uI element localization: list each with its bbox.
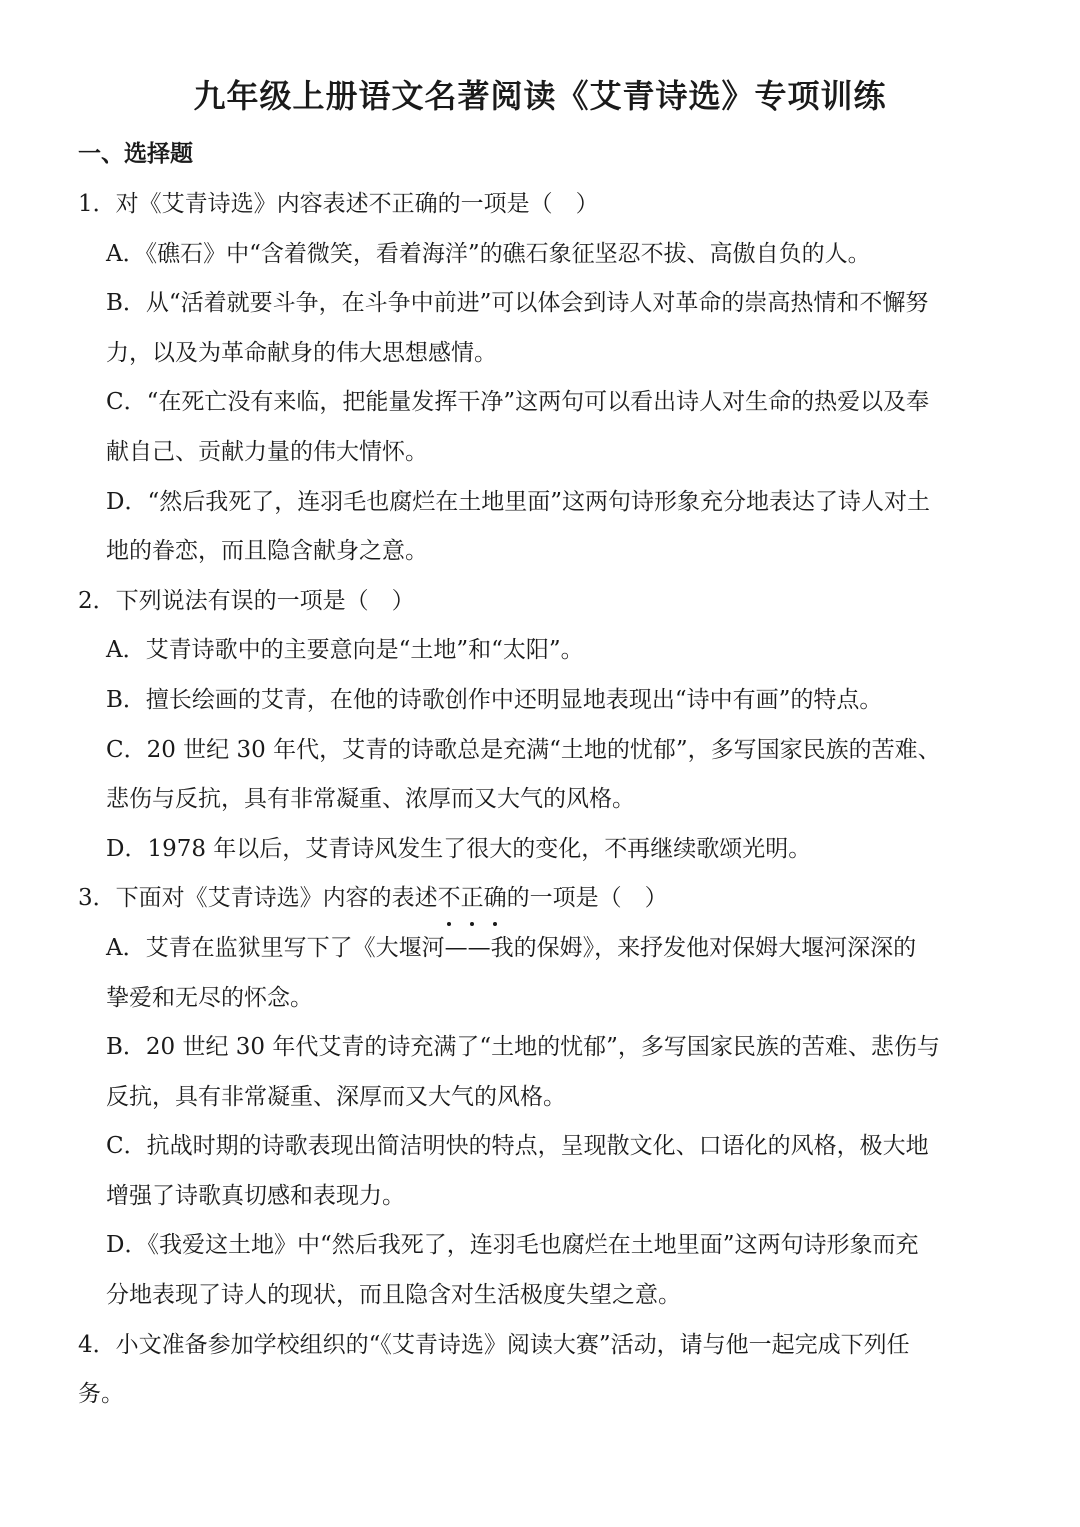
- option-c: C．“在死亡没有来临，把能量发挥干净”这两句可以看出诗人对生命的热爱以及奉: [106, 389, 930, 416]
- question-4: [78, 1321, 1006, 1420]
- option-b-continued: 反抗，具有非常凝重、深厚而又大气的风格。: [106, 1083, 566, 1110]
- emphasis-dot: [447, 922, 451, 926]
- option-a: A．艾青诗歌中的主要意向是“土地”和“太阳”。: [106, 637, 584, 664]
- option-d-continued: 地的眷恋，而且隐含献身之意。: [106, 538, 428, 565]
- option-a: A．《礁石》中“含着微笑，看着海洋”的礁石象征坚忍不拔、高傲自负的人。: [106, 240, 871, 267]
- question-stem: 1．对《艾青诗选》内容表述不正确的一项是（ ）: [78, 191, 599, 217]
- option-c: C．20 世纪 30 年代，艾青的诗歌总是充满“土地的忧郁”，多写国家民族的苦难、: [106, 736, 941, 763]
- question-stem: [78, 874, 1006, 924]
- question-stem-continued: 务。: [78, 1381, 124, 1408]
- option-d: D．《我爱这土地》中“然后我死了，连羽毛也腐烂在土地里面”这两句诗形象而充: [106, 1232, 919, 1259]
- question-stem: 2．下列说法有误的一项是（ ）: [78, 587, 415, 614]
- option-b: B．从“活着就要斗争，在斗争中前进”可以体会到诗人对革命的崇高热情和不懈努: [106, 290, 929, 317]
- question-1: [78, 180, 1006, 577]
- question-stem: 4．小文准备参加学校组织的“《艾青诗选》阅读大赛”活动，请与他一起完成下列任: [78, 1331, 910, 1358]
- emphasis-label: 不正确: [437, 885, 507, 912]
- question-list: [78, 180, 1006, 1420]
- option-d: D．1978 年以后，艾青诗风发生了很大的变化，不再继续歌颂光明。: [106, 835, 812, 862]
- option-c: C．抗战时期的诗歌表现出简洁明快的特点，呈现散文化、口语化的风格，极大地: [106, 1133, 929, 1160]
- option-b: B．20 世纪 30 年代艾青的诗充满了“土地的忧郁”，多写国家民族的苦难、悲伤与: [106, 1034, 940, 1061]
- option-d: D．“然后我死了，连羽毛也腐烂在土地里面”这两句诗形象充分地表达了诗人对土: [106, 488, 930, 515]
- option-a-continued: 挚爱和无尽的怀念。: [106, 984, 313, 1011]
- option-c-continued: 增强了诗歌真切感和表现力。: [106, 1182, 405, 1209]
- emphasis-dot: [470, 922, 474, 926]
- stem-suffix: 的一项是（ ）: [506, 885, 668, 912]
- option-c-continued: 献自己、贡献力量的伟大情怀。: [106, 438, 428, 465]
- stem-prefix: 3．下面对《艾青诗选》内容的表述: [78, 885, 438, 912]
- question-3: [78, 874, 1006, 1320]
- option-b-continued: 力，以及为革命献身的伟大思想感情。: [106, 339, 497, 366]
- option-b: B．擅长绘画的艾青，在他的诗歌创作中还明显地表现出“诗中有画”的特点。: [106, 686, 883, 713]
- section-heading: 一、选择题: [78, 141, 193, 167]
- option-d-continued: 分地表现了诗人的现状，而且隐含对生活极度失望之意。: [106, 1282, 681, 1309]
- emphasized-text: [438, 874, 507, 924]
- emphasis-dot: [493, 922, 497, 926]
- question-2: [78, 577, 1006, 875]
- option-c-continued: 悲伤与反抗，具有非常凝重、浓厚而又大气的风格。: [106, 786, 635, 813]
- option-a: A．艾青在监狱里写下了《大堰河——我的保姆》，来抒发他对保姆大堰河深深的: [106, 934, 917, 961]
- page-title: 九年级上册语文名著阅读《艾青诗选》专项训练: [193, 77, 887, 115]
